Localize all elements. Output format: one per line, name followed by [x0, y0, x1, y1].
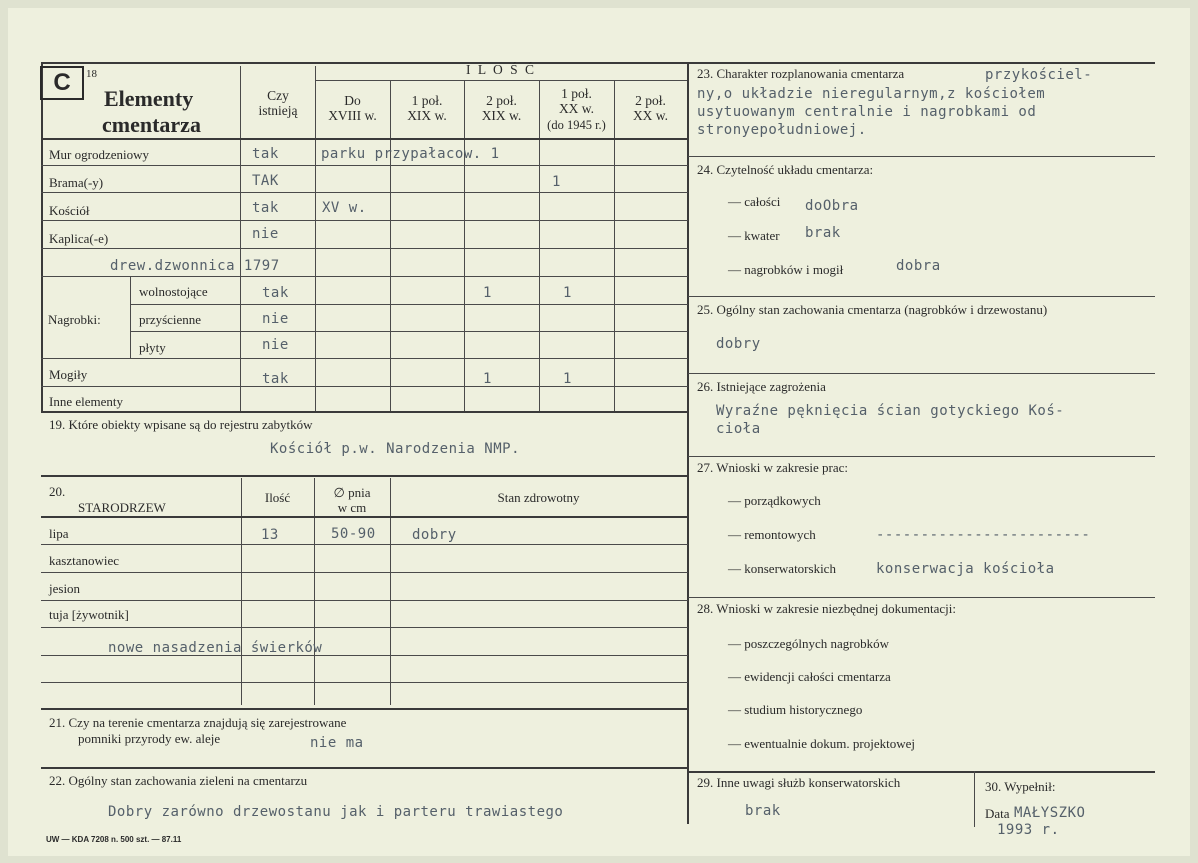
q23-value-1: przykościel- [985, 67, 1093, 83]
q28-top-border [688, 597, 1155, 598]
q24-top-border [688, 156, 1155, 157]
q20-bottom [41, 708, 688, 710]
q20-top-border [41, 475, 688, 477]
row-kosciol-label: Kościół [49, 203, 90, 218]
row-wolno-label: wolnostojące [139, 284, 208, 299]
col-divider-2 [390, 80, 391, 412]
q28-d: — ewentualnie dokum. projektowej [728, 736, 916, 751]
q20-col-stan: Stan zdrowotny [497, 490, 580, 505]
q20-col-1 [241, 478, 242, 705]
row-brama-exists: TAK [252, 173, 279, 189]
period-4-l3: (do 1945 r.) [547, 118, 606, 132]
q27-konserwatorskich: — konserwatorskich [728, 561, 836, 576]
q20-col-pnia-l1: ∅ pnia [333, 485, 371, 500]
row-kosciol-exists: tak [252, 200, 279, 216]
q27-label: 27. Wnioski w zakresie prac: [697, 460, 849, 475]
q19-value: Kościół p.w. Narodzenia NMP. [270, 441, 521, 457]
row-line [41, 627, 688, 628]
q21-value: nie ma [310, 735, 364, 751]
q23-value-2: ny,o układzie nieregularnym,z kościołem [697, 86, 1046, 102]
q24-kwater-value: brak [805, 225, 841, 241]
q27-remontowych: — remontowych [728, 527, 816, 542]
q28-c: — studium historycznego [728, 702, 863, 717]
czy-line2: istnieją [258, 103, 298, 118]
left-border [41, 62, 43, 412]
q23-label: 23. Charakter rozplanowania cmentarza [697, 66, 905, 81]
q20-col-pnia-l2: w cm [337, 500, 367, 515]
q29-q30-divider [974, 771, 975, 827]
row-mogily-exists: tak [262, 371, 289, 387]
row-plyty-exists: nie [262, 337, 289, 353]
row-line [130, 304, 688, 305]
q20-heading: STARODRZEW [78, 500, 166, 515]
q30-year: 1993 r. [997, 822, 1060, 838]
row-line [41, 544, 688, 545]
row-line [41, 192, 688, 193]
q19-label: 19. Które obiekty wpisane są do rejestru zabytków [49, 417, 313, 432]
header-bottom [41, 138, 688, 140]
q30-name: MAŁYSZKO [1014, 805, 1086, 821]
q29-label: 29. Inne uwagi służb konserwatorskich [697, 775, 901, 790]
q27-top-border [688, 456, 1155, 457]
q26-label: 26. Istniejące zagrożenia [697, 379, 826, 394]
row-mogily-xx1: 1 [563, 371, 572, 387]
row-extra-note: drew.dzwonnica 1797 [110, 258, 280, 274]
tree-row-1-state: dobry [412, 527, 457, 543]
q22-value: Dobry zarówno drzewostanu jak i parteru trawiastego [108, 804, 564, 820]
row-brama-label: Brama(-y) [49, 175, 104, 190]
row-wolno-xx1: 1 [563, 285, 572, 301]
section-number: 18 [86, 68, 97, 80]
q24-nagrobkow-value: dobra [896, 258, 941, 274]
tree-row-4-name: tuja [żywotnik] [49, 607, 129, 622]
period-2-l2: XIX w. [407, 108, 447, 123]
q22-label: 22. Ogólny stan zachowania zieleni na cmentarzu [49, 773, 308, 788]
row-mogily-label: Mogiły [49, 367, 88, 382]
q29-value: brak [745, 803, 781, 819]
ilosc-heading: I L O Ś Ć [465, 62, 536, 77]
q24-kwater-label: — kwater [728, 228, 780, 243]
nagrobki-divider [130, 276, 131, 358]
q23-value-3: usytuowanym centralnie i nagrobkami od [697, 104, 1037, 120]
row-line [41, 682, 688, 683]
czy-line1: Czy [267, 88, 289, 103]
q20-number: 20. [49, 484, 66, 499]
q21-line1: 21. Czy na terenie cmentarza znajdują się zarejestrowane [49, 715, 347, 730]
row-line [41, 600, 688, 601]
row-kaplica-label: Kaplica(-e) [49, 231, 109, 246]
row-kaplica-exists: nie [252, 226, 279, 242]
row-inne-label: Inne elementy [49, 394, 123, 409]
period-3-l1: 2 poł. [486, 93, 517, 108]
row-przysc-label: przyścienne [139, 312, 202, 327]
period-4-l1: 1 poł. [561, 86, 592, 101]
table-bottom [41, 411, 688, 413]
title-line1: Elementy [104, 86, 194, 111]
period-3-l2: XIX w. [481, 108, 522, 123]
q24-label: 24. Czytelność układu cmentarza: [697, 162, 874, 177]
row-line [41, 572, 688, 573]
q30-data-label: Data [985, 806, 1010, 821]
q26-value-1: Wyraźne pęknięcia ścian gotyckiego Koś- [716, 403, 1065, 419]
col-divider-5 [614, 80, 615, 412]
tree-row-1-count: 13 [261, 527, 279, 543]
row-line [41, 165, 688, 166]
q22-top-border [41, 767, 688, 769]
q24-calosci-label: — całości [728, 194, 781, 209]
period-1-l2: XVIII w. [328, 108, 377, 123]
right-top-border [688, 62, 1155, 64]
q24-nagrobkow-label: — nagrobków i mogił [728, 262, 844, 277]
q25-value: dobry [716, 336, 761, 352]
period-2-l1: 1 poł. [411, 93, 443, 108]
nagrobki-label: Nagrobki: [48, 312, 101, 327]
q26-top-border [688, 373, 1155, 374]
col-divider-3 [464, 80, 465, 412]
section-letter: C [40, 66, 84, 100]
row-line [130, 331, 688, 332]
row-mogily-xix2: 1 [483, 371, 492, 387]
row-kosciol-xviii: XV w. [322, 200, 367, 216]
ilosc-underline [315, 80, 687, 81]
row-przysc-exists: nie [262, 311, 289, 327]
period-5-l1: 2 poł. [635, 93, 666, 108]
row-line [41, 358, 688, 359]
q23-value-4: stronyepołudniowej. [697, 122, 867, 138]
row-mur-exists: tak [252, 146, 279, 162]
q28-a: — poszczególnych nagrobków [728, 636, 890, 651]
q27-porzadkowych: — porządkowych [728, 493, 821, 508]
row-mur-note: parku przypałacow. 1 [321, 146, 500, 162]
period-4-l2: XX w. [558, 101, 595, 116]
q29-top-border [688, 771, 1155, 773]
tree-row-2-name: kasztanowiec [49, 553, 120, 568]
q24-calosci-value: doObra [805, 198, 859, 214]
q20-header-bottom [41, 516, 688, 518]
row-line [41, 386, 688, 387]
q26-value-2: cioła [716, 421, 761, 437]
q27-konserwatorskich-value: konserwacja kościoła [876, 561, 1055, 577]
q20-col-ilosc: Ilość [264, 490, 291, 505]
tree-row-1-size: 50-90 [331, 526, 376, 542]
row-wolno-xix2: 1 [483, 285, 492, 301]
tree-row-3-name: jesion [49, 581, 81, 596]
q28-label: 28. Wnioski w zakresie niezbędnej dokumentacji: [697, 601, 956, 616]
title-line2: cmentarza [102, 112, 201, 137]
q25-top-border [688, 296, 1155, 297]
tree-note: nowe nasadzenia świerków [108, 640, 323, 656]
q25-label: 25. Ogólny stan zachowania cmentarza (nagrobków i drzewostanu) [697, 302, 1048, 317]
q20-col-3 [390, 478, 391, 705]
q28-b: — ewidencji całości cmentarza [728, 669, 891, 684]
q30-label: 30. Wypełnił: [985, 779, 1056, 794]
period-1-l1: Do [344, 93, 361, 108]
row-wolno-exists: tak [262, 285, 289, 301]
row-mur-label: Mur ogrodzeniowy [49, 147, 150, 162]
row-plyty-label: płyty [139, 340, 166, 355]
period-5-l2: XX w. [632, 108, 669, 123]
q21-line2: pomniki przyrody ew. aleje [78, 731, 221, 746]
row-brama-xx1: 1 [552, 174, 561, 190]
row-line [41, 276, 688, 277]
row-line [41, 220, 688, 221]
q27-remontowych-value: ------------------------ [876, 527, 1091, 543]
row-line [41, 248, 688, 249]
tree-row-1-name: lipa [49, 526, 69, 541]
footer-code: UW — KDA 7208 n. 500 szt. — 87.11 [46, 835, 182, 844]
